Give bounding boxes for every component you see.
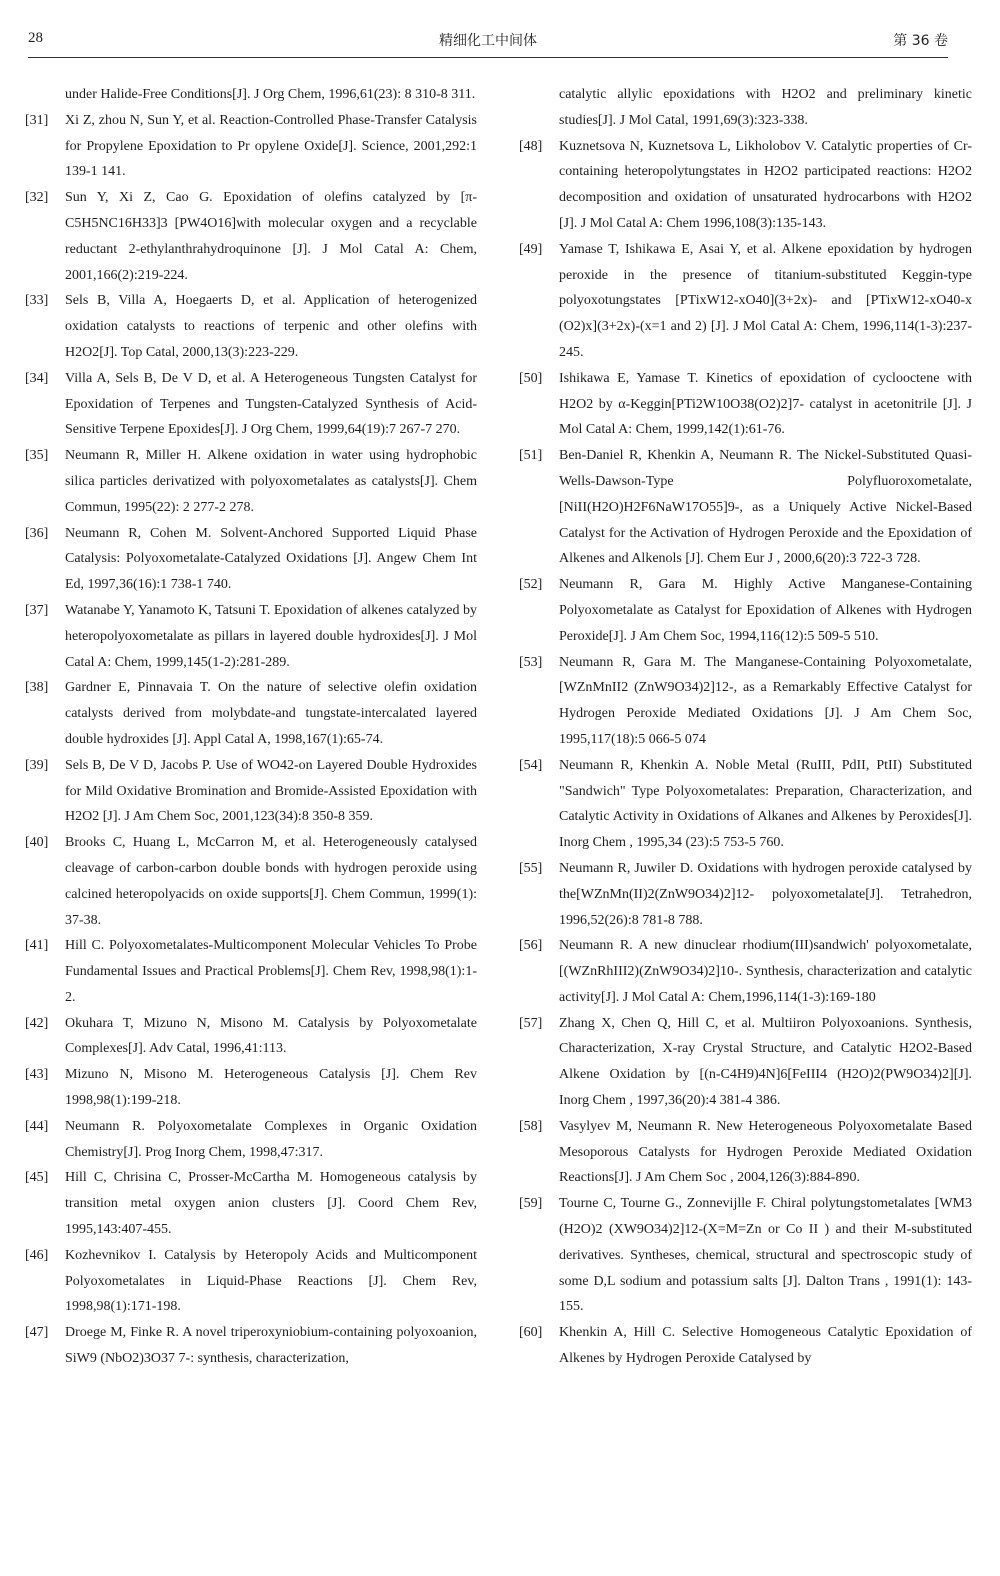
reference-number: [41] <box>25 938 49 954</box>
reference-number: [55] <box>519 860 543 876</box>
reference-text: Droege M, Finke R. A novel triperoxyniobium-containing polyoxoanion, SiW9 (NbO2)3O37 7-: synthesis, characterization, <box>65 1325 477 1367</box>
reference-entry <box>519 366 972 443</box>
reference-entry <box>25 753 477 830</box>
reference-number: [58] <box>519 1118 543 1134</box>
reference-entry <box>519 134 972 237</box>
journal-title: 精细化工中间体 <box>439 33 537 49</box>
reference-text: Gardner E, Pinnavaia T. On the nature of selective olefin oxidation catalysts derived from molybdate-and tungstate-intercalated layered double hydroxides [J]. Appl Catal A, 1998,167(1):65-74. <box>65 680 477 747</box>
reference-entry <box>25 830 477 933</box>
reference-number: [43] <box>25 1067 49 1083</box>
reference-text: Neumann R, Gara M. The Manganese-Containing Polyoxometalate, [WZnMnII2 (ZnW9O34)2]12-, as a Remarkably Effective Catalyst for Hydrogen Peroxide Mediated Oxidations [J]. J Am Chem Soc, 1995,117(18):5 066-5 074 <box>559 654 972 747</box>
reference-number: [48] <box>519 138 543 154</box>
reference-entry <box>519 1114 972 1191</box>
reference-number: [57] <box>519 1015 543 1031</box>
reference-text: Watanabe Y, Yanamoto K, Tatsuni T. Epoxidation of alkenes catalyzed by heteropolyoxometalate as pillars in layered double hydroxides[J]. J Mol Catal A: Chem, 1999,145(1-2):281-289. <box>65 602 477 670</box>
reference-text: Sels B, Villa A, Hoegaerts D, et al. Application of heterogenized oxidation catalysts to reactions of terpenic and other olefins with H2O2[J]. Top Catal, 2000,13(3):223-229. <box>65 293 477 360</box>
reference-entry <box>25 288 477 365</box>
reference-entry <box>25 675 477 752</box>
reference-entry <box>519 753 972 856</box>
reference-text: Vasylyev M, Neumann R. New Heterogeneous Polyoxometalate Based Mesoporous Catalysts for Hydrogen Peroxide Mediated Oxidation Reactions[J]. J Am Chem Soc , 2004,126(3):884-890. <box>559 1118 972 1186</box>
reference-entry <box>25 521 477 598</box>
reference-number: [47] <box>25 1325 49 1341</box>
reference-entry <box>519 82 972 134</box>
volume-label: 第 36 卷 <box>893 33 948 49</box>
reference-text: Neumann R. Polyoxometalate Complexes in Organic Oxidation Chemistry[J]. Prog Inorg Chem, 1998,47:317. <box>65 1118 477 1160</box>
reference-text: Khenkin A, Hill C. Selective Homogeneous Catalytic Epoxidation of Alkenes by Hydrogen Peroxide Catalysed by <box>559 1325 972 1367</box>
reference-entry <box>519 933 972 1010</box>
reference-number: [59] <box>519 1196 543 1212</box>
reference-number: [56] <box>519 938 543 954</box>
reference-text: Hill C. Polyoxometalates-Multicomponent Molecular Vehicles To Probe Fundamental Issues and Practical Problems[J]. Chem Rev, 1998,98(1):1-2. <box>65 938 477 1005</box>
reference-text: Okuhara T, Mizuno N, Misono M. Catalysis by Polyoxometalate Complexes[J]. Adv Catal, 1996,41:113. <box>65 1015 477 1057</box>
reference-entry <box>25 1011 477 1063</box>
reference-entry <box>25 1062 477 1114</box>
reference-text: Kuznetsova N, Kuznetsova L, Likholobov V. Catalytic properties of Cr-containing heteropolytungstates in H2O2 participated reactions: H2O2 decomposition and oxidation of unsaturated hydrocarbons with H2O2 [J]. J Mol Catal A: Chem 1996,108(3):135-143. <box>559 138 972 231</box>
page-header <box>28 30 948 52</box>
reference-text: Villa A, Sels B, De V D, et al. A Heterogeneous Tungsten Catalyst for Epoxidation of Terpenes and Tungsten-Catalyzed Synthesis of Acid-Sensitive Terpene Epoxides[J]. J Org Chem, 1999,64(19):7 267-7 270. <box>65 370 477 438</box>
reference-text: Neumann R, Miller H. Alkene oxidation in water using hydrophobic silica particles derivatized with polyoxometalates as catalysts[J]. Chem Commun, 1995(22): 2 277-2 278. <box>65 448 477 515</box>
reference-number: [39] <box>25 757 49 773</box>
reference-text: Mizuno N, Misono M. Heterogeneous Catalysis [J]. Chem Rev 1998,98(1):199-218. <box>65 1067 477 1109</box>
reference-text: under Halide-Free Conditions[J]. J Org Chem, 1996,61(23): 8 310-8 311. <box>65 87 476 102</box>
reference-entry <box>519 443 972 572</box>
reference-number: [52] <box>519 577 543 593</box>
reference-text: Hill C, Chrisina C, Prosser-McCartha M. Homogeneous catalysis by transition metal oxygen anion clusters [J]. Coord Chem Rev, 1995,143:407-455. <box>65 1170 477 1238</box>
reference-text: Ishikawa E, Yamase T. Kinetics of epoxidation of cyclooctene with H2O2 by α-Keggin[PTi2W10O38(O2)2]7- catalyst in acetonitrile [J]. J Mol Catal A: Chem, 1999,142(1):61-76. <box>559 370 972 438</box>
reference-entry <box>25 108 477 185</box>
reference-text: Neumann R, Khenkin A. Noble Metal (RuIII, PdII, PtII) Substituted "Sandwich" Type Polyoxometalates: Preparation, Characterization, and Catalytic Activity in Oxidations of Alkanes and Alkenes by Peroxides[J]. Inorg Chem , 1995,34 (23):5 753-5 760. <box>559 757 972 851</box>
left-reference-column <box>25 82 477 1372</box>
reference-entry <box>519 572 972 649</box>
reference-number: [45] <box>25 1170 49 1186</box>
reference-text: Zhang X, Chen Q, Hill C, et al. Multiiron Polyoxoanions. Synthesis, Characterization, X-ray Crystal Structure, and Catalytic H2O2-Based Alkene Oxidation by [(n-C4H9)4N]6[FeIII4 (H2O)2(PW9O34)2][J]. Inorg Chem , 1997,36(20):4 381-4 386. <box>559 1015 972 1109</box>
reference-text: Sun Y, Xi Z, Cao G. Epoxidation of olefins catalyzed by [π-C5H5NC16H33]3 [PW4O16]with molecular oxygen and a recyclable reductant 2-ethylanthrahydroquinone [J]. J Mol Catal A: Chem, 2001,166(2):219-224. <box>65 190 477 283</box>
reference-text: Brooks C, Huang L, McCarron M, et al. Heterogeneously catalysed cleavage of carbon-carbon double bonds with hydrogen peroxide using calcined heteropolyacids on oxide supports[J]. Chem Commun, 1999(1): 37-38. <box>65 835 477 928</box>
reference-text: Neumann R, Gara M. Highly Active Manganese-Containing Polyoxometalate as Catalyst for Epoxidation of Alkenes with Hydrogen Peroxide[J]. J Am Chem Soc, 1994,116(12):5 509-5 510. <box>559 577 972 644</box>
reference-entry <box>519 856 972 933</box>
reference-entry <box>25 1114 477 1166</box>
reference-entry <box>25 82 477 108</box>
reference-text: Xi Z, zhou N, Sun Y, et al. Reaction-Controlled Phase-Transfer Catalysis for Propylene Epoxidation to Pr opylene Oxide[J]. Science, 2001,292:1 139-1 141. <box>65 112 477 180</box>
reference-entry <box>519 1320 972 1372</box>
reference-number: [38] <box>25 680 49 696</box>
reference-number: [37] <box>25 602 49 618</box>
reference-entry <box>25 1320 477 1372</box>
reference-text: catalytic allylic epoxidations with H2O2 and preliminary kinetic studies[J]. J Mol Catal, 1991,69(3):323-338. <box>559 87 972 128</box>
reference-number: [40] <box>25 835 49 851</box>
reference-number: [46] <box>25 1247 49 1263</box>
reference-number: [35] <box>25 448 49 464</box>
reference-number: [42] <box>25 1015 49 1031</box>
reference-entry <box>25 1243 477 1320</box>
reference-entry <box>25 598 477 675</box>
reference-entry <box>25 366 477 443</box>
reference-number: [49] <box>519 241 543 257</box>
reference-number: [44] <box>25 1118 49 1134</box>
reference-text: Ben-Daniel R, Khenkin A, Neumann R. The Nickel-Substituted Quasi-Wells-Dawson-Type Polyfluoroxometalate, [NiII(H2O)H2F6NaW17O55]9-, as a Uniquely Active Nickel-Based Catalyst for the Activation of Hydrogen Peroxide and the Epoxidation of Alkenes and Alkenols [J]. Chem Eur J , 2000,6(20):3 722-3 728. <box>559 448 972 567</box>
reference-text: Neumann R. A new dinuclear rhodium(III)sandwich' polyoxometalate,[(WZnRhIII2)(ZnW9O34)2]10-. Synthesis, characterization and catalytic activity[J]. J Mol Catal A: Chem,1996,114(1-3):169-180 <box>559 938 972 1005</box>
reference-number: [36] <box>25 525 49 541</box>
reference-entry <box>25 443 477 520</box>
reference-number: [33] <box>25 293 49 309</box>
reference-text: Sels B, De V D, Jacobs P. Use of WO42-on Layered Double Hydroxides for Mild Oxidative Bromination and Bromide-Assisted Epoxidation with H2O2 [J]. J Am Chem Soc, 2001,123(34):8 350-8 359. <box>65 757 477 825</box>
reference-entry <box>25 1165 477 1242</box>
page-number: 28 <box>28 30 43 46</box>
reference-text: Neumann R, Cohen M. Solvent-Anchored Supported Liquid Phase Catalysis: Polyoxometalate-Catalyzed Oxidations [J]. Angew Chem Int Ed, 1997,36(16):1 738-1 740. <box>65 525 477 593</box>
reference-entry <box>25 933 477 1010</box>
reference-entry <box>519 650 972 753</box>
reference-text: Neumann R, Juwiler D. Oxidations with hydrogen peroxide catalysed by the[WZnMn(II)2(ZnW9O34)2]12- polyoxometalate[J]. Tetrahedron, 1996,52(26):8 781-8 788. <box>559 860 972 928</box>
reference-number: [34] <box>25 370 49 386</box>
right-reference-column <box>519 82 972 1372</box>
reference-text: Tourne C, Tourne G., Zonnevijlle F. Chiral polytungstometalates [WM3 (H2O)2 (XW9O34)2]12-(X=M=Zn or Co II ) and their M-substituted derivatives. Syntheses, chemical, structural and spectroscopic study of some D,L sodium and potassium salts [J]. Dalton Trans , 1991(1): 143-155. <box>559 1196 972 1315</box>
reference-number: [32] <box>25 190 49 206</box>
reference-entry <box>25 185 477 288</box>
reference-entry <box>519 1011 972 1114</box>
reference-text: Yamase T, Ishikawa E, Asai Y, et al. Alkene epoxidation by hydrogen peroxide in the presence of titanium-substituted Keggin-type polyoxotungstates [PTixW12-xO40](3+2x)- and [PTixW12-xO40-x (O2)x](3+2x)-(x=1 and 2) [J]. J Mol Catal A: Chem, 1996,114(1-3):237-245. <box>559 241 972 360</box>
reference-entry <box>519 1191 972 1320</box>
reference-text: Kozhevnikov I. Catalysis by Heteropoly Acids and Multicomponent Polyoxometalates in Liquid-Phase Reactions [J]. Chem Rev, 1998,98(1):171-198. <box>65 1247 477 1315</box>
reference-number: [54] <box>519 757 543 773</box>
reference-number: [50] <box>519 370 543 386</box>
header-rule <box>28 57 948 58</box>
reference-number: [60] <box>519 1325 543 1341</box>
reference-number: [51] <box>519 448 543 464</box>
reference-entry <box>519 237 972 366</box>
reference-number: [53] <box>519 654 543 670</box>
reference-number: [31] <box>25 112 49 128</box>
